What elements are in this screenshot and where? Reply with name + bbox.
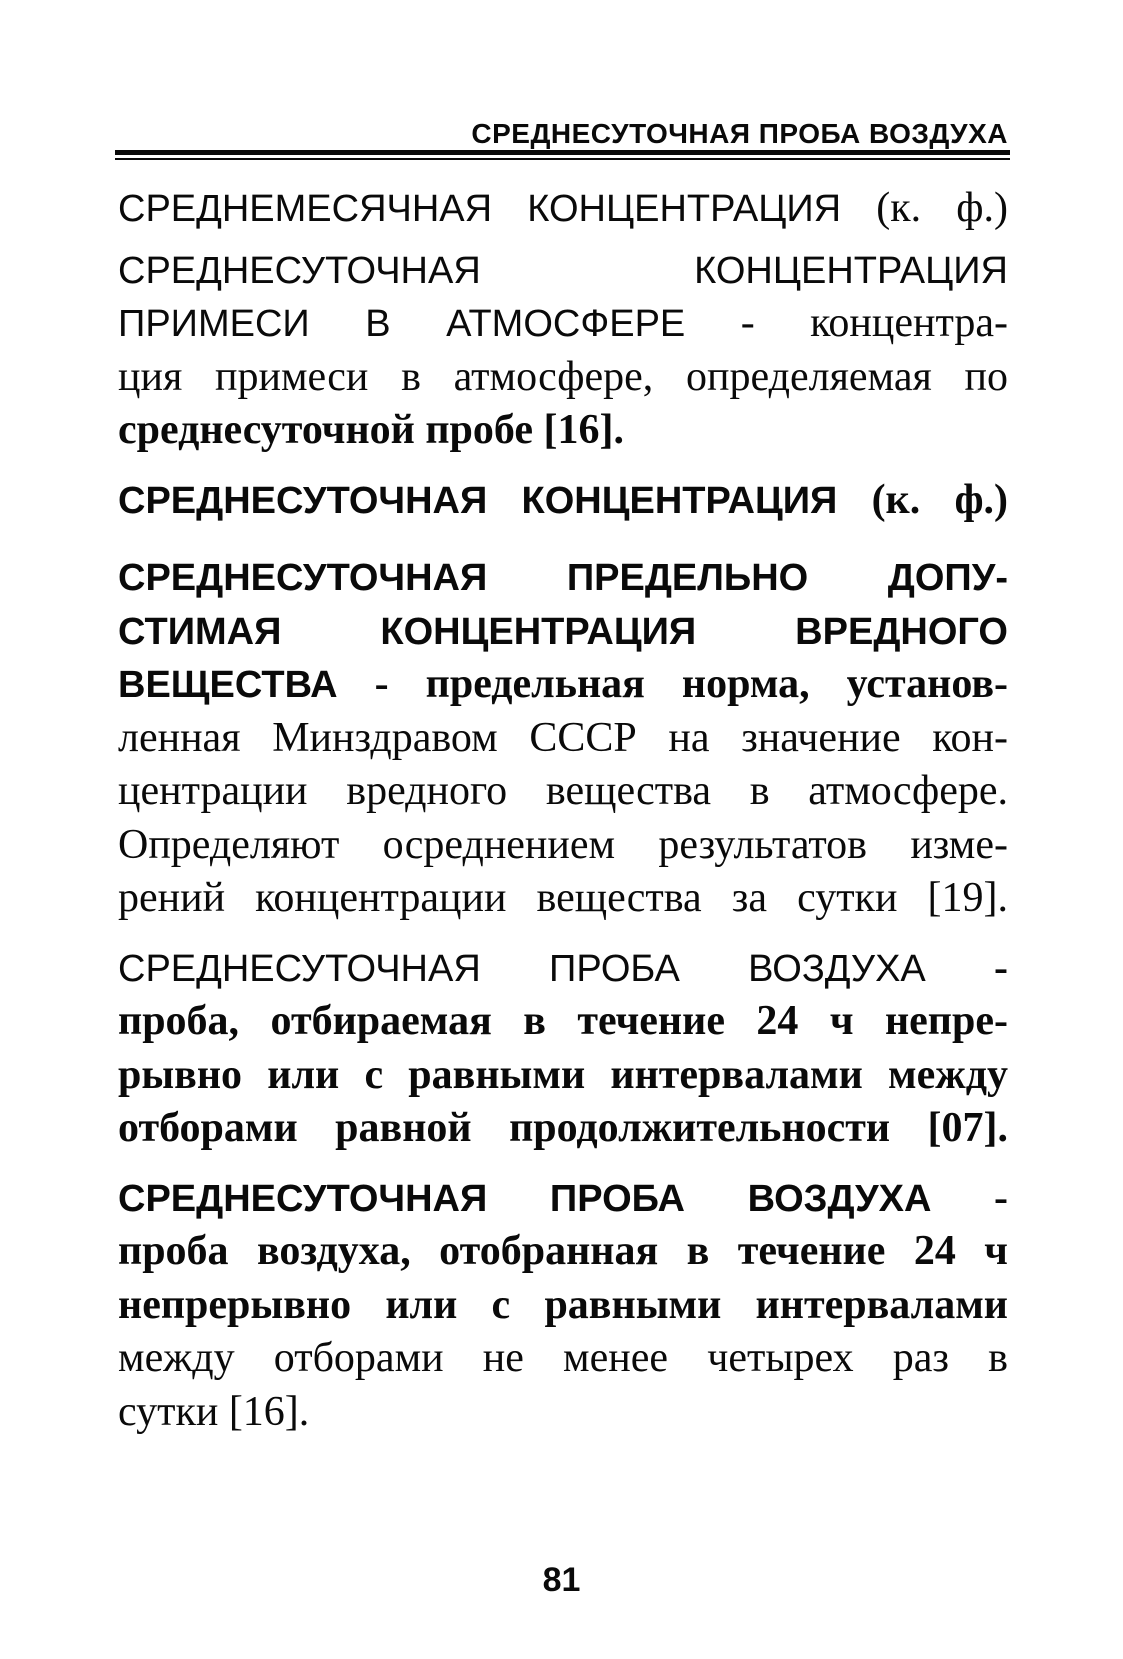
entry-line — [118, 1279, 1008, 1333]
entry-line — [118, 1102, 1008, 1156]
headword: ПРИМЕСИ В АТМОСФЕРЕ — [118, 303, 686, 345]
definition-text: - — [994, 1174, 1008, 1221]
entry-line — [118, 1225, 1008, 1279]
definition-text: между отборами не менее четырех раз в — [118, 1335, 1008, 1381]
header-rule-thin — [115, 158, 1010, 160]
entry-line — [118, 551, 1008, 605]
definition-text: проба, отбираемая в течение 24 ч непре- — [118, 998, 1008, 1044]
entry-line — [118, 658, 1008, 712]
entry-line — [118, 605, 1008, 659]
page-number: 81 — [542, 1561, 581, 1599]
definition-text: (к. ф.) — [876, 185, 1008, 231]
definition-text: Определяют осреднением результатов изме- — [118, 821, 1008, 868]
definition-text: ленная Минздравом СССР на значение кон- — [118, 714, 1008, 761]
entry-line — [118, 404, 1008, 458]
definition-text: среднесуточной пробе [16]. — [118, 407, 624, 453]
entry-line — [118, 712, 1008, 766]
entry-line — [118, 182, 1008, 236]
dictionary-entry — [118, 942, 1008, 1156]
definition-text: ция примеси в атмосфере, определяемая по — [118, 353, 1008, 400]
entry-line — [118, 765, 1008, 819]
entry-line — [118, 244, 1008, 298]
headword: СРЕДНЕСУТОЧНАЯ КОНЦЕНТРАЦИЯ — [118, 249, 1008, 292]
definition-text: - — [994, 944, 1008, 991]
headword: СРЕДНЕСУТОЧНАЯ ПРЕДЕЛЬНО ДОПУ- — [118, 557, 1008, 599]
definition-text: непрерывно или с равными интервалами — [118, 1281, 1008, 1328]
headword: СРЕДНЕМЕСЯЧНАЯ КОНЦЕНТРАЦИЯ — [118, 188, 842, 230]
definition-text: проба воздуха, отобранная в течение 24 ч — [118, 1228, 1008, 1274]
dictionary-entry — [118, 1172, 1008, 1440]
headword: СРЕДНЕСУТОЧНАЯ КОНЦЕНТРАЦИЯ — [118, 479, 838, 522]
entry-line — [118, 1386, 1008, 1440]
entry-line — [118, 351, 1008, 405]
entry-line — [118, 872, 1008, 926]
definition-text: сутки [16]. — [118, 1388, 310, 1435]
entry-line — [118, 942, 1008, 996]
definition-text: отборами равной продолжительности [07]. — [118, 1105, 1008, 1151]
headword: СТИМАЯ КОНЦЕНТРАЦИЯ ВРЕДНОГО — [118, 610, 1008, 653]
entry-line — [118, 1172, 1008, 1226]
headword: СРЕДНЕСУТОЧНАЯ ПРОБА ВОЗДУХА — [118, 947, 926, 990]
running-head: СРЕДНЕСУТОЧНАЯ ПРОБА ВОЗДУХА — [471, 118, 1008, 149]
headword: ВЕЩЕСТВА — [118, 664, 338, 706]
definition-text: рывно или с равными интервалами между — [118, 1051, 1008, 1098]
header-rule — [115, 150, 1010, 155]
entry-line — [118, 995, 1008, 1049]
dictionary-entry — [118, 244, 1008, 458]
dictionary-entry — [118, 551, 1008, 926]
definition-text: (к. ф.) — [871, 476, 1008, 523]
definition-text: рений концентрации вещества за сутки [19]. — [118, 875, 1008, 921]
dictionary-entry — [118, 182, 1008, 236]
entry-line — [118, 474, 1008, 528]
headword: СРЕДНЕСУТОЧНАЯ ПРОБА ВОЗДУХА — [118, 1177, 932, 1220]
definition-text: - концентра- — [740, 300, 1008, 346]
definition-text: - предельная норма, установ- — [374, 661, 1008, 707]
dictionary-entry — [118, 474, 1008, 528]
dictionary-entries — [118, 182, 1008, 1439]
definition-text: центрации вредного вещества в атмосфере. — [118, 768, 1008, 814]
entry-line — [118, 819, 1008, 873]
entry-line — [118, 1049, 1008, 1103]
entry-line — [118, 297, 1008, 351]
entry-line — [118, 1332, 1008, 1386]
